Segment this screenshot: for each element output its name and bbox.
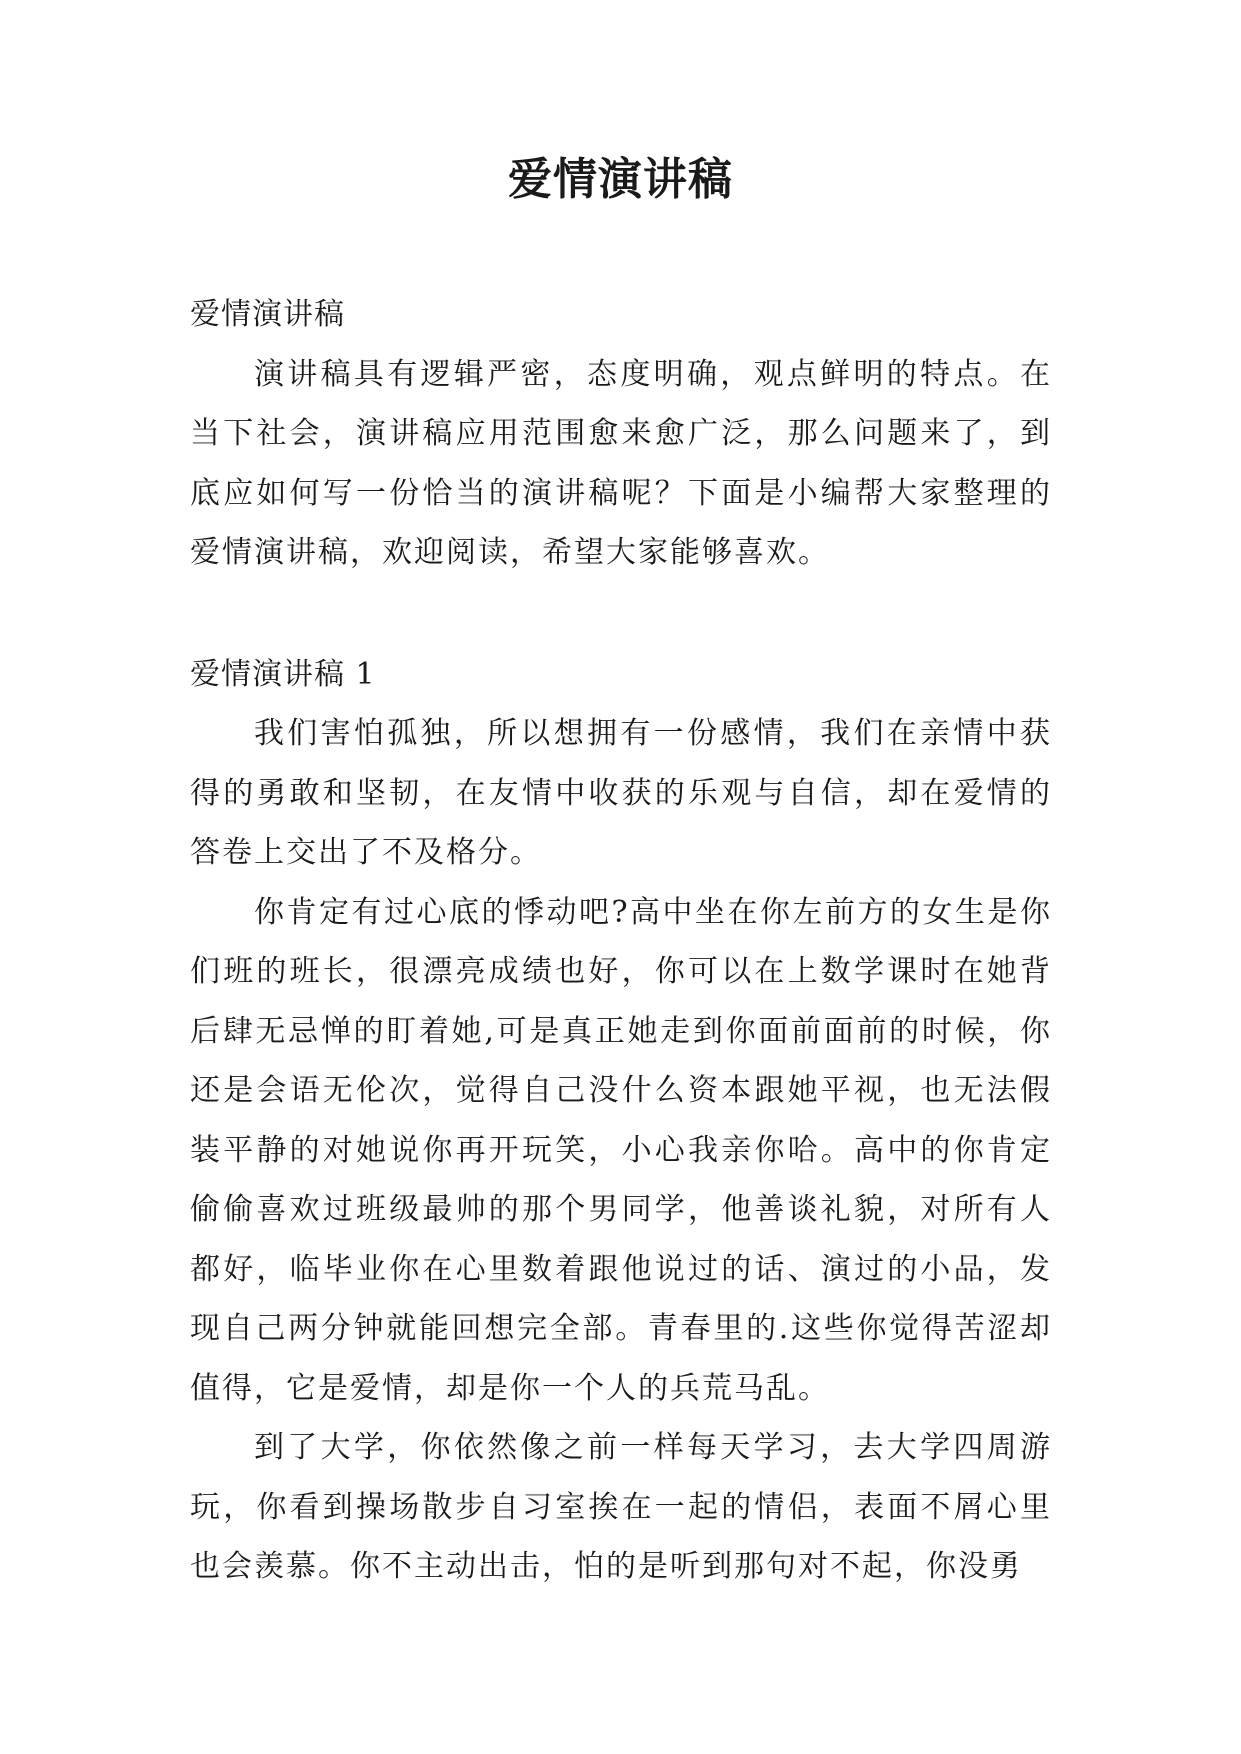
intro-paragraph: 演讲稿具有逻辑严密，态度明确，观点鲜明的特点。在当下社会，演讲稿应用范围愈来愈广泛，那么问题来了，到底应如何写一份恰当的演讲稿呢？下面是小编帮大家整理的爱情演讲稿，欢迎阅读，希望大家能够喜欢。 <box>190 356 1052 570</box>
body-paragraph: 你肯定有过心底的悸动吧?高中坐在你左前方的女生是你们班的班长，很漂亮成绩也好，你可以在上数学课时在她背后肆无忌惮的盯着她,可是真正她走到你面前面前的时候，你还是会语无伦次，觉得自己没什么资本跟她平视，也无法假装平静的对她说你再开玩笑，小心我亲你哈。高中的你肯定偷偷喜欢过班级最帅的那个男同学，他善谈礼貌，对所有人都好，临毕业你在心里数着跟他说过的话、演过的小品，发现自己两分钟就能回想完全部。青春里的.这些你觉得苦涩却值得，它是爱情，却是你一个人的兵荒马乱。 <box>190 894 1052 1406</box>
section-heading: 爱情演讲稿 1 <box>190 656 376 692</box>
section-spacer <box>190 583 1052 645</box>
document-title: 爱情演讲稿 <box>508 154 733 205</box>
body-paragraph: 到了大学，你依然像之前一样每天学习，去大学四周游玩，你看到操场散步自习室挨在一起的情侣，表面不屑心里也会羡慕。你不主动出击，怕的是听到那句对不起，你没勇 <box>190 1430 1052 1584</box>
body-paragraph: 我们害怕孤独，所以想拥有一份感情，我们在亲情中获得的勇敢和坚韧，在友情中收获的乐观与自信，却在爱情的答卷上交出了不及格分。 <box>190 716 1052 870</box>
intro-heading: 爱情演讲稿 <box>190 297 345 332</box>
document-body <box>190 285 1052 1597</box>
